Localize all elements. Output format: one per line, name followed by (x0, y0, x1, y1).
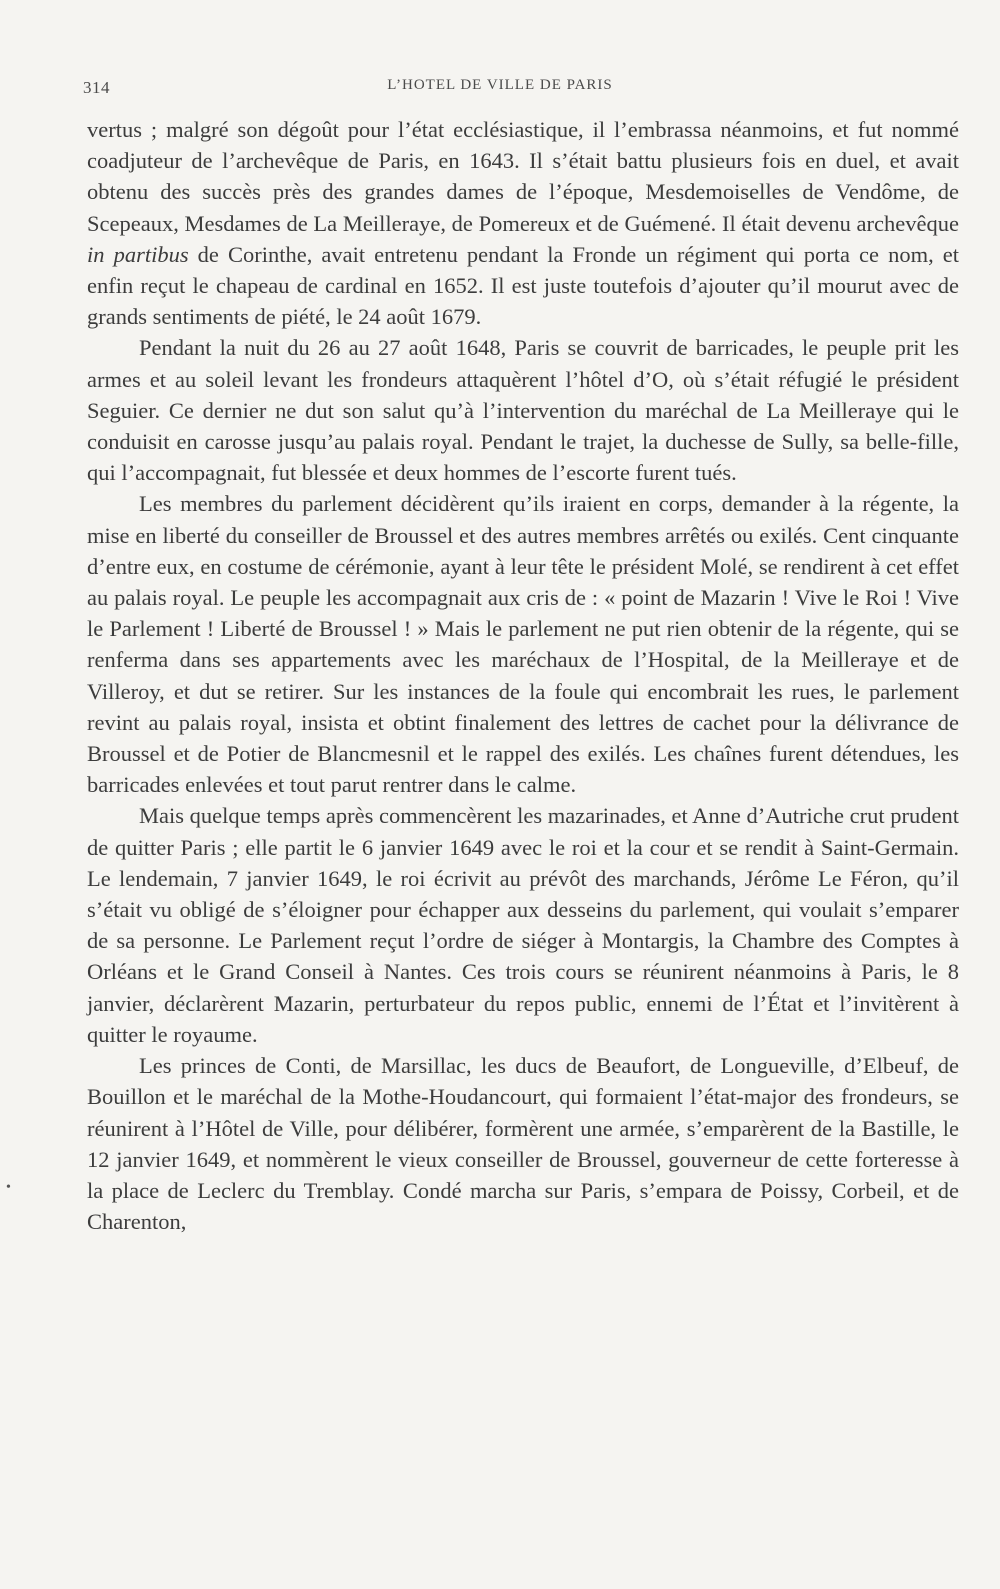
paragraph-1: vertus ; malgré son dégoût pour l’état ecclésiastique, il l’embrassa néanmoins, et fut nommé coadjuteur de l’archevêque de Paris, en 1643. Il s’était battu plusieurs fois en duel, et avait obtenu des succès près des grandes dames de l’époque, Mesdemoiselles de Vendôme, de Scepeaux, Mesdames de La Meilleraye, de Pomereux et de Guémené. Il était devenu archevêque in partibus de Corinthe, avait entretenu pendant la Fronde un régiment qui porta ce nom, et enfin reçut le chapeau de cardinal en 1652. Il est juste toutefois d’ajouter qu’il mourut avec de grands sentiments de piété, le 24 août 1679. (87, 117, 959, 330)
running-head: L’HOTEL DE VILLE DE PARIS (387, 77, 613, 93)
margin-dot: • (6, 1180, 11, 1195)
paragraph-4: Mais quelque temps après commencèrent les mazarinades, et Anne d’Autriche crut prudent de quitter Paris ; elle partit le 6 janvier 1649 avec le roi et la cour et se rendit à Saint-Germain. Le lendemain, 7 janvier 1649, le roi écrivit au prévôt des marchands, Jérôme Le Féron, qu’il s’était vu obligé de s’éloigner pour échapper aux desseins du parlement, qui voulait s’emparer de sa personne. Le Parlement reçut l’ordre de siéger à Montargis, la Chambre des Comptes à Orléans et le Grand Conseil à Nantes. Ces trois cours se réunirent néanmoins à Paris, le 8 janvier, déclarèrent Mazarin, perturbateur du repos public, ennemi de l’État et l’invitèrent à quitter le royaume. (87, 803, 959, 1047)
page-number: 314 (83, 78, 110, 97)
paragraph-5: Les princes de Conti, de Marsillac, les ducs de Beaufort, de Longueville, d’Elbeuf, de Bouillon et le maréchal de la Mothe-Houdancourt, qui formaient l’état-major des frondeurs, se réunirent à l’Hôtel de Ville, pour délibérer, formèrent une armée, s’emparèrent de la Bastille, le 12 janvier 1649, et nommèrent le vieux conseiller de Broussel, gouverneur de cette forteresse à la place de Leclerc du Tremblay. Condé marcha sur Paris, s’empara de Poissy, Corbeil, et de Charenton, (87, 1053, 959, 1235)
italic-term: in partibus (87, 241, 189, 267)
paragraph-2: Pendant la nuit du 26 au 27 août 1648, Paris se couvrit de barricades, le peuple prit les armes et au soleil levant les frondeurs attaquèrent l’hôtel d’O, où s’était réfugié le président Seguier. Ce dernier ne dut son salut qu’à l’intervention du maréchal de La Meilleraye qui le conduisit en carosse jusqu’au palais royal. Pendant le trajet, la duchesse de Sully, sa belle-fille, qui l’accompagnait, fut blessée et deux hommes de l’escorte furent tués. (87, 335, 959, 486)
body-text (87, 114, 959, 1237)
paragraph-3: Les membres du parlement décidèrent qu’ils iraient en corps, demander à la régente, la mise en liberté du conseiller de Broussel et des autres membres arrêtés ou exilés. Cent cinquante d’entre eux, en costume de cérémonie, ayant à leur tête le président Molé, se rendirent à cet effet au palais royal. Le peuple les accompagnait aux cris de : « point de Mazarin ! Vive le Roi ! Vive le Parlement ! Liberté de Broussel ! » Mais le parlement ne put rien obtenir de la régente, qui se renferma dans ses appartements avec les maréchaux de l’Hospital, de la Meilleraye et de Villeroy, et dut se retirer. Sur les instances de la foule qui encombrait les rues, le parlement revint au palais royal, insista et obtint finalement des lettres de cachet pour la délivrance de Broussel et de Potier de Blancmesnil et le rappel des exilés. Les chaînes furent détendues, les barricades enlevées et tout parut rentrer dans le calme. (87, 491, 959, 798)
